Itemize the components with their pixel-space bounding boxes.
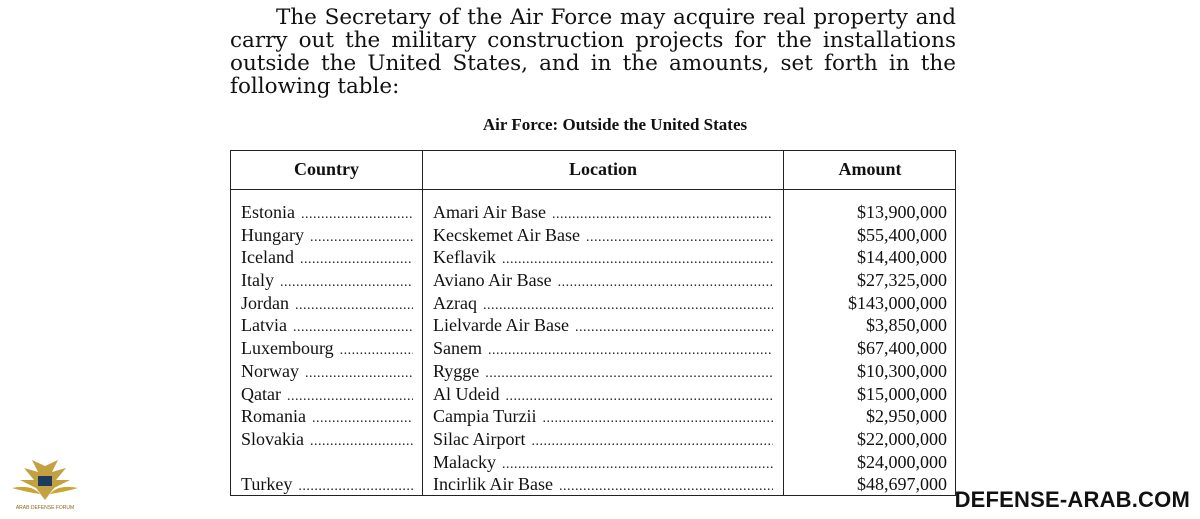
table-row xyxy=(231,428,955,451)
location-cell xyxy=(433,473,773,496)
leader-dots xyxy=(301,204,413,224)
location-name: Incirlik Air Base xyxy=(433,474,553,495)
leader-dots xyxy=(340,340,413,360)
leader-dots xyxy=(483,295,773,315)
leader-dots xyxy=(485,363,773,383)
country-name: Turkey xyxy=(241,474,293,495)
amount-cell: $3,850,000 xyxy=(866,315,947,336)
location-name: Silac Airport xyxy=(433,428,526,449)
location-cell xyxy=(433,337,773,360)
location-cell xyxy=(433,405,773,428)
location-cell xyxy=(433,451,773,474)
table-row xyxy=(231,292,955,315)
location-cell xyxy=(433,246,773,269)
amount-cell: $10,300,000 xyxy=(857,360,947,381)
leader-dots xyxy=(312,408,413,428)
table-row xyxy=(231,383,955,406)
country-name: Latvia xyxy=(241,315,287,336)
country-name: Italy xyxy=(241,270,274,291)
leader-dots xyxy=(310,431,413,451)
location-cell xyxy=(433,428,773,451)
location-cell xyxy=(433,269,773,292)
watermark: DEFENSE-ARAB.COM xyxy=(954,487,1190,512)
country-cell xyxy=(241,269,413,292)
amount-cell: $15,000,000 xyxy=(857,383,947,404)
amount-cell: $2,950,000 xyxy=(866,406,947,427)
country-name: Jordan xyxy=(241,292,289,313)
amount-cell: $48,697,000 xyxy=(857,474,947,495)
amount-cell: $27,325,000 xyxy=(857,270,947,291)
amount-cell: $14,400,000 xyxy=(857,247,947,268)
country-cell xyxy=(241,337,413,360)
country-cell xyxy=(241,360,413,383)
location-cell xyxy=(433,360,773,383)
table-body xyxy=(231,201,955,496)
location-name: Lielvarde Air Base xyxy=(433,315,569,336)
location-name: Al Udeid xyxy=(433,383,500,404)
leader-dots xyxy=(502,249,773,269)
leader-dots xyxy=(586,227,773,247)
country-cell xyxy=(241,383,413,406)
leader-dots xyxy=(558,272,773,292)
location-name: Aviano Air Base xyxy=(433,270,552,291)
amount-cell: $55,400,000 xyxy=(857,224,947,245)
table-row xyxy=(231,360,955,383)
location-name: Kecskemet Air Base xyxy=(433,224,580,245)
amount-cell: $24,000,000 xyxy=(857,451,947,472)
location-name: Campia Turzii xyxy=(433,406,537,427)
location-cell xyxy=(433,383,773,406)
leader-dots xyxy=(280,272,413,292)
table-row xyxy=(231,224,955,247)
country-cell xyxy=(241,428,413,451)
location-name: Sanem xyxy=(433,338,482,359)
table-row xyxy=(231,314,955,337)
table-caption: Air Force: Outside the United States xyxy=(482,115,748,134)
leader-dots xyxy=(310,227,413,247)
leader-dots xyxy=(300,249,413,269)
location-cell xyxy=(433,201,773,224)
table-row xyxy=(231,246,955,269)
country-cell xyxy=(241,314,413,337)
location-cell xyxy=(433,314,773,337)
leader-dots xyxy=(488,340,773,360)
table-row xyxy=(231,405,955,428)
country-name: Estonia xyxy=(241,202,295,222)
table-row xyxy=(231,337,955,360)
header-country: Country xyxy=(293,159,359,179)
country-name: Norway xyxy=(241,360,299,381)
location-cell xyxy=(433,224,773,247)
leader-dots xyxy=(305,363,413,383)
location-name: Keflavik xyxy=(433,247,496,268)
location-cell xyxy=(433,292,773,315)
amount-cell: $143,000,000 xyxy=(848,292,947,313)
location-name: Amari Air Base xyxy=(433,202,546,222)
location-name: Rygge xyxy=(433,360,480,381)
table-row xyxy=(231,473,955,496)
country-name: Hungary xyxy=(241,224,304,245)
amount-cell: $22,000,000 xyxy=(857,428,947,449)
country-cell xyxy=(241,473,413,496)
leader-dots xyxy=(575,317,773,337)
amount-cell: $13,900,000 xyxy=(857,202,947,222)
table-header xyxy=(231,151,955,190)
country-cell xyxy=(241,224,413,247)
leader-dots xyxy=(559,476,773,496)
leader-dots xyxy=(298,476,413,496)
country-cell xyxy=(241,201,413,224)
leader-dots xyxy=(552,204,773,224)
amounts-table xyxy=(230,150,956,496)
leader-dots xyxy=(287,386,413,406)
leader-dots xyxy=(295,295,413,315)
leader-dots xyxy=(506,386,774,406)
location-name: Azraq xyxy=(433,292,477,313)
country-name: Slovakia xyxy=(241,428,304,449)
leader-dots xyxy=(293,317,413,337)
header-amount: Amount xyxy=(838,159,902,179)
intro-paragraph: The Secretary of the Air Force may acquire real property and carry out the military construction projects for the installations outside the United States, and in the amounts, set forth in the following table: xyxy=(230,5,956,99)
amount-cell: $67,400,000 xyxy=(857,338,947,359)
leader-dots xyxy=(502,454,773,474)
header-location: Location xyxy=(568,159,637,179)
country-cell xyxy=(241,451,413,474)
country-cell xyxy=(241,405,413,428)
country-name: Qatar xyxy=(241,383,281,404)
leader-dots xyxy=(532,431,774,451)
country-name: Romania xyxy=(241,406,306,427)
location-name: Malacky xyxy=(433,451,496,472)
country-name: Iceland xyxy=(241,247,294,268)
country-cell xyxy=(241,246,413,269)
table-row xyxy=(231,451,955,474)
country-name: Luxembourg xyxy=(241,338,334,359)
table-row xyxy=(231,201,955,224)
country-cell xyxy=(241,292,413,315)
table-row xyxy=(231,269,955,292)
leader-dots xyxy=(543,408,773,428)
logo-text: ARAB DEFENSE FORUM xyxy=(15,505,75,511)
